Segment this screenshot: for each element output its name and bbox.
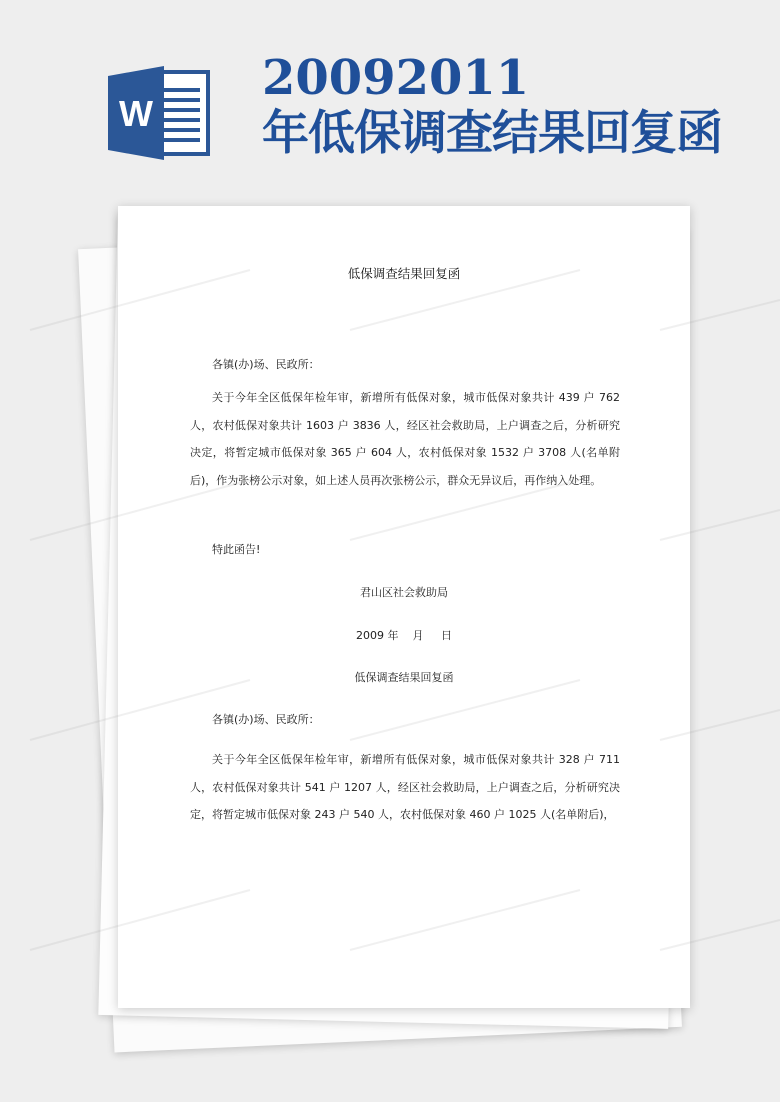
svg-text:W: W xyxy=(119,93,153,134)
date-line: 2009 年 月 日 xyxy=(356,629,452,642)
hero-title-subject: 年低保调查结果回复函 xyxy=(262,106,722,161)
salutation: 各镇(办)场、民政所： xyxy=(212,358,320,371)
signature: 君山区社会救助局 xyxy=(360,586,448,599)
word-document-icon xyxy=(108,66,212,160)
salutation-repeat: 各镇(办)场、民政所： xyxy=(212,713,320,726)
closing-remark: 特此函告! xyxy=(212,543,261,556)
document-title: 低保调查结果回复函 xyxy=(347,266,461,281)
document-title-repeat: 低保调查结果回复函 xyxy=(354,671,454,684)
hero-title xyxy=(262,50,777,161)
hero-title-year: 20092011 xyxy=(262,50,530,106)
body-paragraph-repeat: 关于今年全区低保年检年审，新增所有低保对象，城市低保对象共计 328 户 711 人，农村低保对象共计 541 户 1207 人，经区社会救助局，上户调查之后，分析研究决定，将暂定城市低保对象 243 户 540 人，农村低保对象 460 户 1025 人(名单附后)， xyxy=(190,753,620,821)
body-paragraph: 关于今年全区低保年检年审，新增所有低保对象，城市低保对象共计 439 户 762 人，农村低保对象共计 1603 户 3836 人，经区社会救助局，上户调查之后，分析研究决定，将暂定城市低保对象 365 户 604 人，农村低保对象 1532 户 3708 人(名单附后)，作为张榜公示对象，如上述人员再次张榜公示，群众无异议后，再作纳入处理。 xyxy=(190,391,620,487)
document-page xyxy=(118,206,690,1008)
